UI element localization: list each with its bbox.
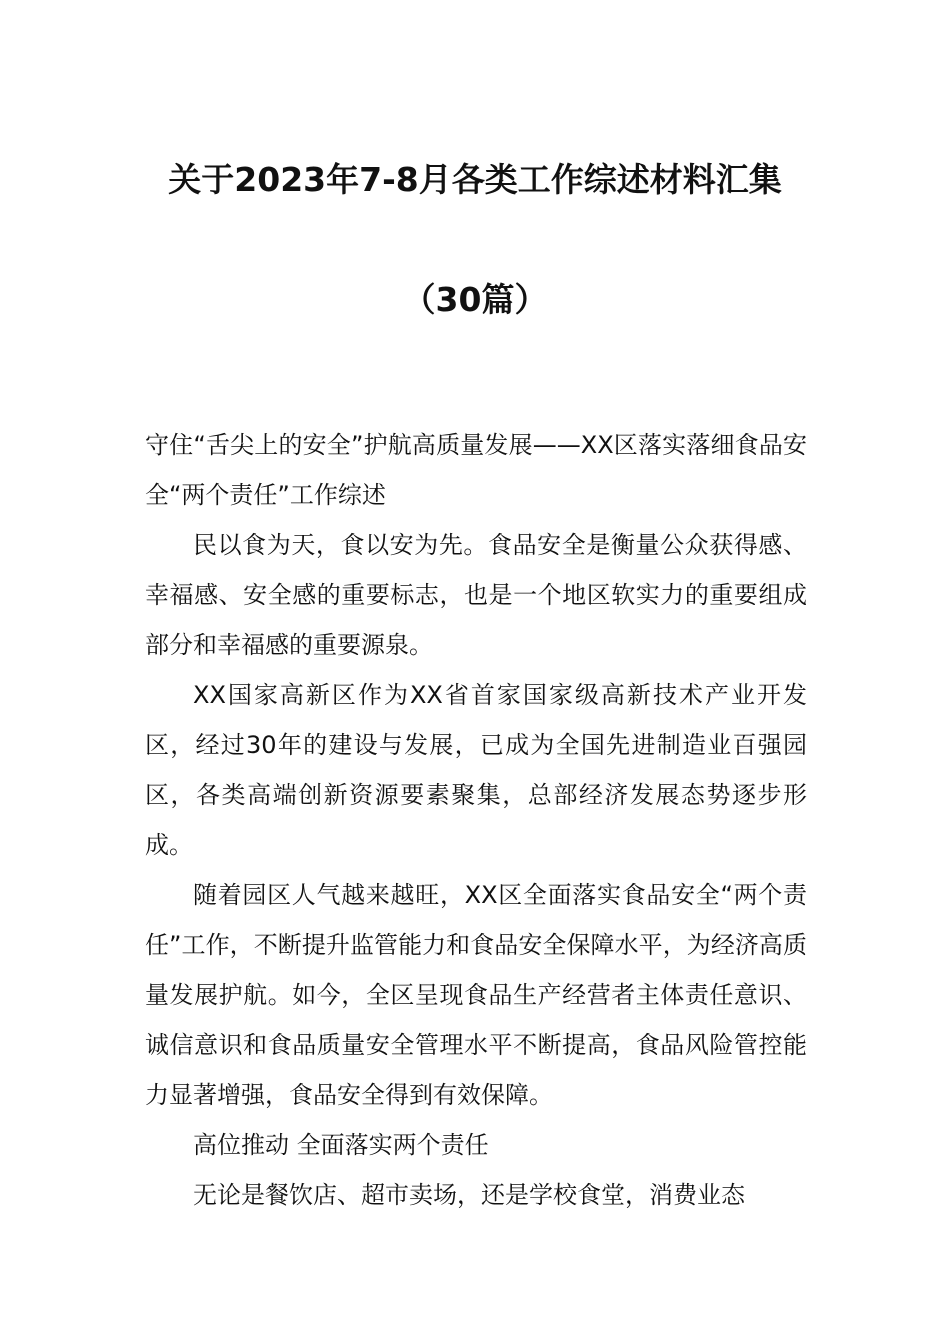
document-body bbox=[145, 420, 807, 1220]
document-subtitle-count: （30篇） bbox=[402, 280, 548, 319]
article-title: 守住“舌尖上的安全”护航高质量发展——XX区落实落细食品安全“两个责任”工作综述 bbox=[145, 431, 807, 509]
paragraph: 民以食为天，食以安为先。食品安全是衡量公众获得感、幸福感、安全感的重要标志，也是一个地区软实力的重要组成部分和幸福感的重要源泉。 bbox=[145, 531, 807, 659]
section-heading: 高位推动 全面落实两个责任 bbox=[193, 1131, 489, 1159]
paragraph: XX国家高新区作为XX省首家国家级高新技术产业开发区，经过30年的建设与发展，已成为全国先进制造业百强园区，各类高端创新资源要素聚集，总部经济发展态势逐步形成。 bbox=[145, 681, 807, 859]
paragraph: 无论是餐饮店、超市卖场，还是学校食堂，消费业态 bbox=[193, 1181, 745, 1209]
document-title: 关于2023年7-8月各类工作综述材料汇集 bbox=[168, 160, 782, 199]
paragraph: 随着园区人气越来越旺，XX区全面落实食品安全“两个责任”工作，不断提升监管能力和食品安全保障水平，为经济高质量发展护航。如今，全区呈现食品生产经营者主体责任意识、诚信意识和食品质量安全管理水平不断提高，食品风险管控能力显著增强，食品安全得到有效保障。 bbox=[145, 881, 807, 1109]
